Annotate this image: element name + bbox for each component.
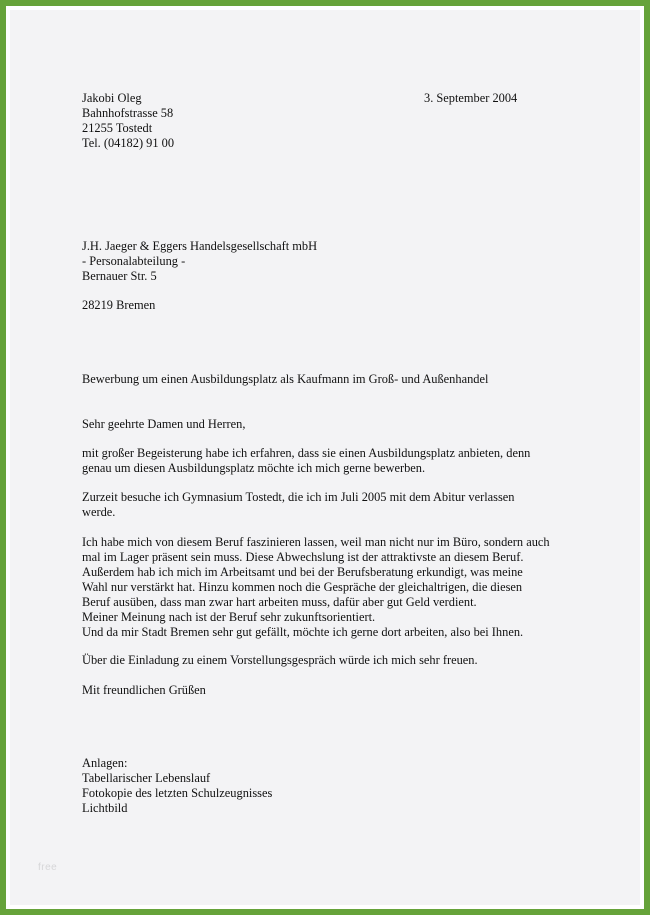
attachment-item: Fotokopie des letzten Schulzeugnisses: [82, 786, 273, 800]
attachments: [82, 756, 272, 816]
paragraph-line: werde.: [82, 505, 116, 519]
paragraph-line: mit großer Begeisterung habe ich erfahren, dass sie einen Ausbildungsplatz anbieten, denn: [82, 446, 531, 460]
sender-phone: Tel. (04182) 91 00: [82, 136, 175, 150]
paragraph-line: Ich habe mich von diesem Beruf faszinieren lassen, weil man nicht nur im Büro, sondern auch: [82, 535, 550, 549]
letter-subject: Bewerbung um einen Ausbildungsplatz als Kaufmann im Groß- und Außenhandel: [82, 372, 489, 386]
paragraph-1: [82, 446, 530, 476]
paragraph-2: [82, 490, 515, 520]
sender-address: [82, 91, 174, 151]
salutation: Sehr geehrte Damen und Herren,: [82, 417, 246, 431]
paragraph-line: mal im Lager präsent sein muss. Diese Abwechslung ist der attraktivste an diesem Beruf.: [82, 550, 524, 564]
recipient-address: [82, 239, 317, 284]
paragraph-3: [82, 535, 550, 640]
paragraph-line: Meiner Meinung nach ist der Beruf sehr zukunftsorientiert.: [82, 610, 376, 624]
sender-street: Bahnhofstrasse 58: [82, 106, 174, 120]
paragraph-line: Außerdem hab ich mich im Arbeitsamt und bei der Berufsberatung erkundigt, was meine: [82, 565, 523, 579]
closing: Mit freundlichen Grüßen: [82, 683, 206, 697]
paragraph-line: Zurzeit besuche ich Gymnasium Tostedt, die ich im Juli 2005 mit dem Abitur verlassen: [82, 490, 515, 504]
sender-city: 21255 Tostedt: [82, 121, 153, 135]
paragraph-line: Wahl nur verstärkt hat. Hinzu kommen noch die Gespräche der gleichaltrigen, die diesen: [82, 580, 523, 594]
recipient-department: - Personalabteilung -: [82, 254, 186, 268]
paragraph-4: Über die Einladung zu einem Vorstellungsgespräch würde ich mich sehr freuen.: [82, 653, 478, 667]
attachment-item: Tabellarischer Lebenslauf: [82, 771, 211, 785]
letter-date: 3. September 2004: [424, 91, 518, 105]
recipient-city: 28219 Bremen: [82, 298, 156, 312]
sender-name: Jakobi Oleg: [82, 91, 142, 105]
paragraph-line: genau um diesen Ausbildungsplatz möchte ich mich gerne bewerben.: [82, 461, 426, 475]
paragraph-line: Und da mir Stadt Bremen sehr gut gefällt, möchte ich gerne dort arbeiten, also bei Ihnen.: [82, 625, 524, 639]
recipient-company: J.H. Jaeger & Eggers Handelsgesellschaft mbH: [82, 239, 318, 253]
attachments-heading: Anlagen:: [82, 756, 128, 770]
paragraph-line: Beruf ausüben, dass man zwar hart arbeiten muss, dafür aber gut Geld verdient.: [82, 595, 477, 609]
attachment-item: Lichtbild: [82, 801, 128, 815]
watermark: free: [38, 862, 58, 873]
recipient-street: Bernauer Str. 5: [82, 269, 157, 283]
